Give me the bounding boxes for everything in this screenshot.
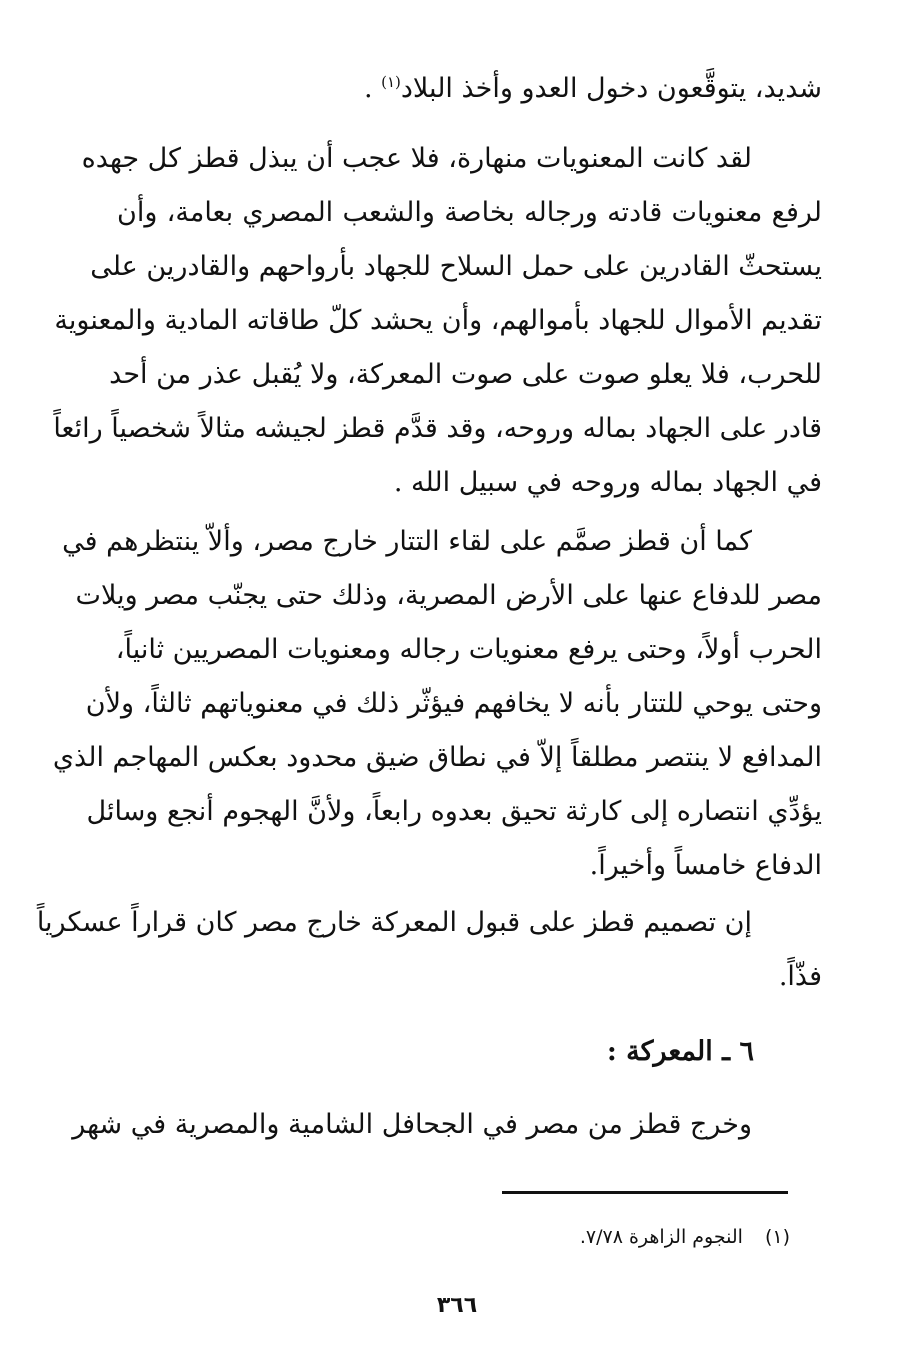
text-line: الحرب أولاً، وحتى يرفع معنويات رجاله ومعنويات المصريين ثانياً، bbox=[115, 634, 822, 665]
paragraph-battle bbox=[72, 1098, 822, 1152]
text-line: شديد، يتوقَّعون دخول العدو وأخذ البلاد$^{(١)}$ . bbox=[363, 73, 822, 104]
page-number: ٣٦٦ bbox=[436, 1293, 478, 1318]
text-line: وخرج قطز من مصر في الجحافل الشامية والمصرية في شهر bbox=[72, 1109, 752, 1140]
text-line: إن تصميم قطز على قبول المعركة خارج مصر كان قراراً عسكرياً bbox=[36, 907, 752, 938]
text-line: يستحثّ القادرين على حمل السلاح للجهاد بأرواحهم والقادرين على bbox=[90, 251, 822, 282]
footnote-number: (١) bbox=[764, 1226, 790, 1248]
text-line: يؤدِّي انتصاره إلى كارثة تحيق بعدوه رابعاً، ولأنَّ الهجوم أنجع وسائل bbox=[86, 796, 822, 827]
text-line: فذّاً. bbox=[778, 961, 822, 992]
text-line: في الجهاد بماله وروحه في سبيل الله . bbox=[393, 467, 822, 498]
text-line: لقد كانت المعنويات منهارة، فلا عجب أن يبذل قطز كل جهده bbox=[81, 143, 752, 174]
text-line: تقديم الأموال للجهاد بأموالهم، وأن يحشد كلّ طاقاته المادية والمعنوية bbox=[54, 305, 822, 336]
text-line: للحرب، فلا يعلو صوت على صوت المعركة، ولا يُقبل عذر من أحد bbox=[109, 359, 822, 390]
paragraph-morale bbox=[53, 132, 822, 510]
text-line: وحتى يوحي للتتار بأنه لا يخافهم فيؤثّر ذلك في معنوياتهم ثالثاً، ولأن bbox=[85, 688, 822, 719]
text-line: المدافع لا ينتصر مطلقاً إلاّ في نطاق ضيق محدود بعكس المهاجم الذي bbox=[52, 742, 822, 773]
text-line: قادر على الجهاد بماله وروحه، وقد قدَّم قطز لجيشه مثالاً شخصياً رائعاً bbox=[53, 413, 822, 444]
footnote bbox=[580, 1222, 790, 1252]
footnote-text: النجوم الزاهرة ٧/٧٨. bbox=[579, 1226, 743, 1248]
text-line: كما أن قطز صمَّم على لقاء التتار خارج مصر، وألاّ ينتظرهم في bbox=[62, 526, 752, 557]
footnote-separator bbox=[502, 1191, 788, 1194]
paragraph-strategy bbox=[52, 515, 822, 893]
paragraph-continuation bbox=[117, 62, 822, 116]
footnote-reference: (١) bbox=[381, 73, 401, 91]
text-line: الدفاع خامساً وأخيراً. bbox=[589, 850, 822, 881]
section-heading: ٦ ـ المعركة : bbox=[606, 1036, 754, 1067]
text-line: لرفع معنويات قادته ورجاله بخاصة والشعب المصري بعامة، وأن bbox=[117, 197, 822, 228]
paragraph-decision bbox=[36, 896, 822, 1004]
text-line: مصر للدفاع عنها على الأرض المصرية، وذلك حتى يجنّب مصر ويلات bbox=[75, 580, 822, 611]
